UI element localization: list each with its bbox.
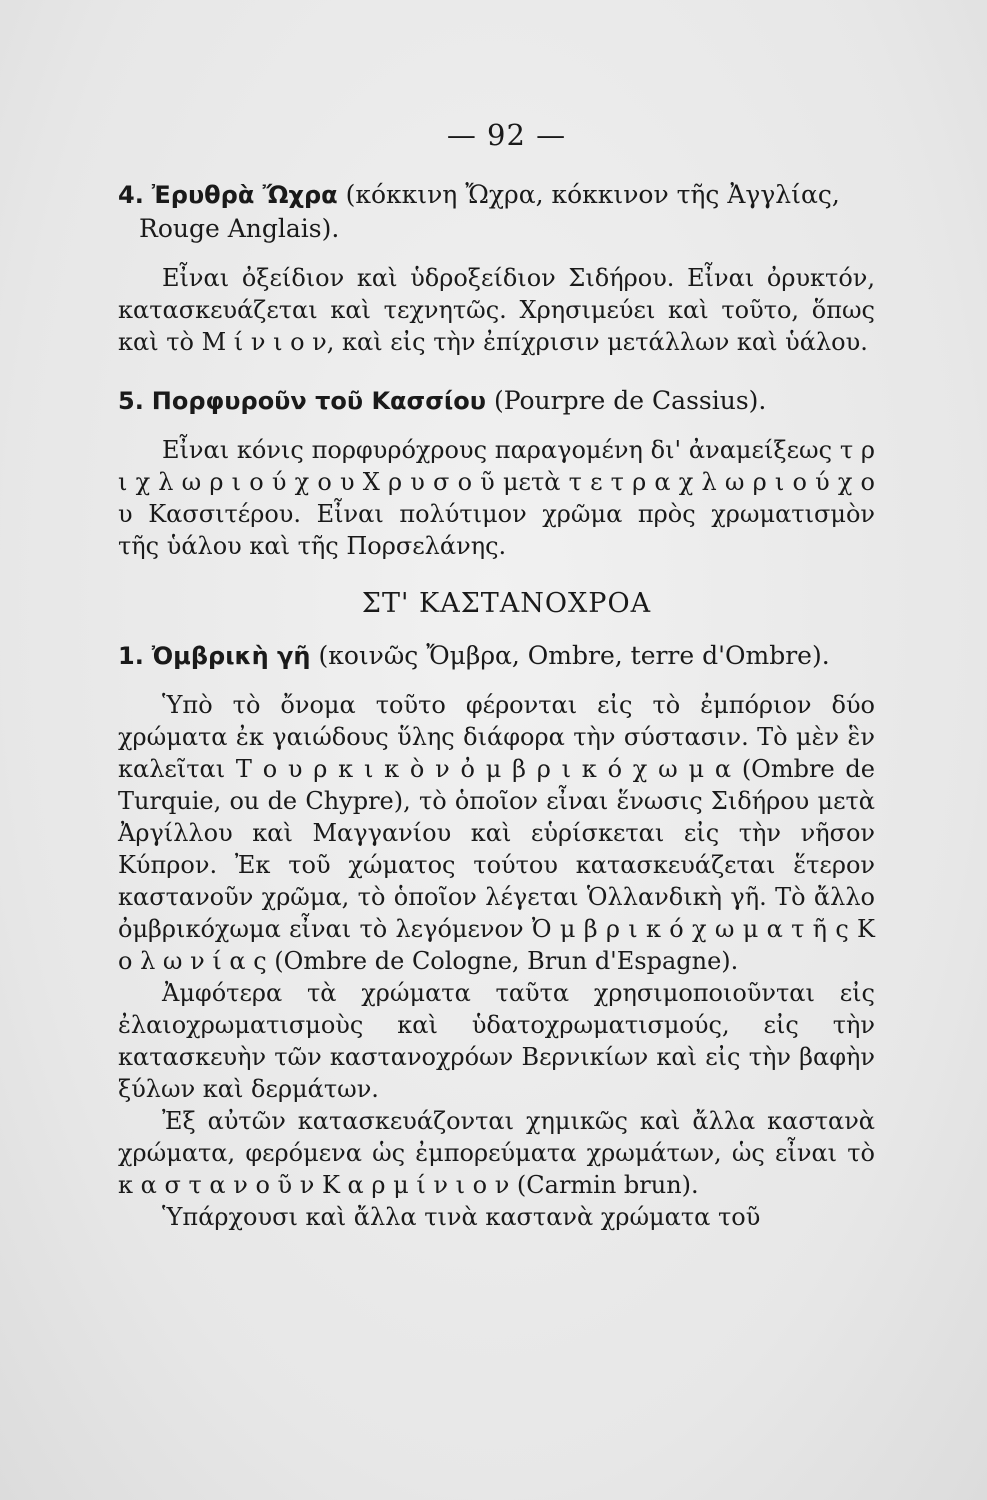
entry-heading-4	[118, 178, 875, 246]
entry-number: 1.	[118, 642, 144, 670]
entry-name: Πορφυροῦν τοῦ Κασσίου	[151, 387, 486, 415]
entry-number: 5.	[118, 387, 144, 415]
paragraph: Ἀμφότερα τὰ χρώματα ταῦτα χρησιμοποιοῦνται εἰς ἐλαιοχρωματισμοὺς καὶ ὑδατοχρωματισμούς, εἰς τὴν κατασκευὴν τῶν καστανοχρόων Βερνικίων καὶ εἰς τὴν βαφὴν ξύλων καὶ δερμάτων.	[118, 979, 875, 1103]
paragraph: Ἐξ αὐτῶν κατασκευάζονται χημικῶς καὶ ἄλλα καστανὰ χρώματα, φερόμενα ὡς ἐμπορεύματα χρωμάτων, ὡς εἶναι τὸ κ α σ τ α ν ο ῦ ν Κ α ρ μ ί ν ι ο ν (Carmin brun).	[118, 1107, 875, 1199]
paragraph: Ὑπάρχουσι καὶ ἄλλα τινὰ καστανὰ χρώματα τοῦ	[162, 1203, 761, 1231]
entry-description: (κοινῶς Ὄμβρα, Ombre, terre d'Ombre).	[318, 641, 830, 670]
entry-heading-s1	[118, 639, 875, 673]
paragraph: Εἶναι ὀξείδιον καὶ ὑδροξείδιον Σιδήρου. Εἶναι ὀρυκτόν, κατασκευάζεται καὶ τεχνητῶς. Χρησιμεύει καὶ τοῦτο, ὅπως καὶ τὸ Μ ί ν ι ο ν, καὶ εἰς τὴν ἐπίχρισιν μετάλλων καὶ ὑάλου.	[118, 264, 875, 356]
section-title: ΣΤ' ΚΑΣΤΑΝΟΧΡΟΑ	[361, 588, 652, 619]
entry-description: (Pourpre de Cassius).	[493, 386, 767, 415]
entry-name: Ἐρυθρὰ Ὤχρα	[151, 181, 338, 209]
page-number: — 92 —	[446, 118, 567, 152]
entry-number: 4.	[118, 181, 144, 209]
entry-description: (κόκκινη Ὤχρα, κόκκινον τῆς Ἀγγλίας, Rouge Anglais).	[139, 180, 840, 243]
entry-name: Ὀμβρικὴ γῆ	[151, 642, 311, 670]
paragraph: Ὑπὸ τὸ ὄνομα τοῦτο φέρονται εἰς τὸ ἐμπόριον δύο χρώματα ἐκ γαιώδους ὕλης διάφορα τὴν σύστασιν. Τὸ μὲν ἓν καλεῖται Τ ο υ ρ κ ι κ ὸ ν ὀ μ β ρ ι κ ό χ ω μ α (Ombre de Turquie, ou de Chypre), τὸ ὁποῖον εἶναι ἕνωσις Σιδήρου μετὰ Ἀργίλλου καὶ Μαγγανίου καὶ εὑρίσκεται εἰς τὴν νῆσον Κύπρον. Ἐκ τοῦ χώματος τούτου κατασκευάζεται ἕτερον καστανοῦν χρῶμα, τὸ ὁποῖον λέγεται Ὁλλανδικὴ γῆ. Τὸ ἄλλο ὀμβρικόχωμα εἶναι τὸ λεγόμενον Ὀ μ β ρ ι κ ό χ ω μ α τ ῆ ς Κ ο λ ω ν ί α ς (Ombre de Cologne, Brun d'Espagne).	[118, 691, 875, 975]
entry-heading-5	[118, 384, 875, 418]
paragraph: Εἶναι κόνις πορφυρόχρους παραγομένη δι' ἀναμείξεως τ ρ ι χ λ ω ρ ι ο ύ χ ο υ Χ ρ υ σ ο ῦ μετὰ τ ε τ ρ α χ λ ω ρ ι ο ύ χ ο υ Κασσιτέρου. Εἶναι πολύτιμον χρῶμα πρὸς χρωματισμὸν τῆς ὑάλου καὶ τῆς Πορσελάνης.	[118, 436, 875, 560]
